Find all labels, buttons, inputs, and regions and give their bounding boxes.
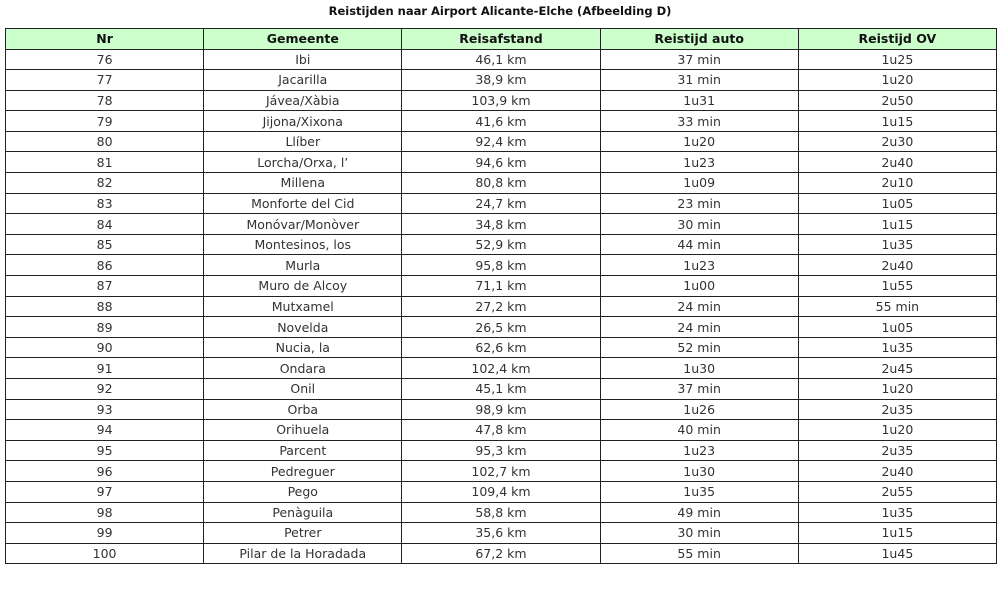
table-row — [6, 193, 997, 214]
cell-nr: 88 — [6, 296, 204, 317]
cell-gemeente: Jávea/Xàbia — [204, 90, 402, 111]
table-row — [6, 523, 997, 544]
cell-reistijd-ov: 2u55 — [798, 481, 996, 502]
table-row — [6, 111, 997, 132]
cell-reisafstand: 27,2 km — [402, 296, 600, 317]
cell-reisafstand: 47,8 km — [402, 420, 600, 441]
cell-nr: 90 — [6, 337, 204, 358]
cell-nr: 96 — [6, 461, 204, 482]
table-row — [6, 502, 997, 523]
cell-reistijd-auto: 1u31 — [600, 90, 798, 111]
cell-nr: 93 — [6, 399, 204, 420]
table-row — [6, 255, 997, 276]
table-row — [6, 481, 997, 502]
cell-reistijd-auto: 1u00 — [600, 276, 798, 297]
table-row — [6, 420, 997, 441]
cell-nr: 99 — [6, 523, 204, 544]
cell-nr: 78 — [6, 90, 204, 111]
cell-gemeente: Novelda — [204, 317, 402, 338]
cell-gemeente: Lorcha/Orxa, l’ — [204, 152, 402, 173]
table-row — [6, 152, 997, 173]
cell-reistijd-ov: 1u35 — [798, 337, 996, 358]
table-row — [6, 543, 997, 564]
cell-nr: 100 — [6, 543, 204, 564]
cell-gemeente: Montesinos, los — [204, 234, 402, 255]
cell-nr: 79 — [6, 111, 204, 132]
cell-gemeente: Orba — [204, 399, 402, 420]
cell-gemeente: Millena — [204, 173, 402, 194]
cell-reisafstand: 102,7 km — [402, 461, 600, 482]
cell-reistijd-auto: 33 min — [600, 111, 798, 132]
table-row — [6, 461, 997, 482]
cell-reistijd-ov: 1u15 — [798, 111, 996, 132]
cell-reistijd-auto: 37 min — [600, 49, 798, 70]
travel-times-table — [5, 28, 997, 564]
cell-reistijd-ov: 1u20 — [798, 70, 996, 91]
cell-nr: 87 — [6, 276, 204, 297]
cell-reistijd-auto: 30 min — [600, 214, 798, 235]
cell-reisafstand: 109,4 km — [402, 481, 600, 502]
cell-reisafstand: 98,9 km — [402, 399, 600, 420]
cell-reistijd-auto: 1u09 — [600, 173, 798, 194]
cell-reisafstand: 95,3 km — [402, 440, 600, 461]
cell-reisafstand: 26,5 km — [402, 317, 600, 338]
cell-nr: 92 — [6, 379, 204, 400]
table-row — [6, 214, 997, 235]
table-row — [6, 90, 997, 111]
cell-reistijd-auto: 37 min — [600, 379, 798, 400]
cell-gemeente: Onil — [204, 379, 402, 400]
table-row — [6, 276, 997, 297]
cell-gemeente: Pego — [204, 481, 402, 502]
cell-reistijd-ov: 1u15 — [798, 523, 996, 544]
cell-reisafstand: 24,7 km — [402, 193, 600, 214]
cell-reistijd-auto: 1u23 — [600, 152, 798, 173]
cell-reistijd-ov: 2u45 — [798, 358, 996, 379]
cell-reistijd-ov: 1u15 — [798, 214, 996, 235]
cell-reistijd-ov: 2u35 — [798, 399, 996, 420]
cell-reistijd-auto: 44 min — [600, 234, 798, 255]
cell-nr: 85 — [6, 234, 204, 255]
cell-nr: 80 — [6, 131, 204, 152]
cell-nr: 94 — [6, 420, 204, 441]
table-row — [6, 173, 997, 194]
cell-reistijd-auto: 1u30 — [600, 461, 798, 482]
cell-reisafstand: 102,4 km — [402, 358, 600, 379]
cell-gemeente: Pedreguer — [204, 461, 402, 482]
table-row — [6, 234, 997, 255]
table-row — [6, 70, 997, 91]
cell-gemeente: Llíber — [204, 131, 402, 152]
cell-reistijd-auto: 31 min — [600, 70, 798, 91]
cell-reistijd-auto: 55 min — [600, 543, 798, 564]
table-row — [6, 317, 997, 338]
cell-reistijd-ov: 2u50 — [798, 90, 996, 111]
cell-reisafstand: 67,2 km — [402, 543, 600, 564]
cell-gemeente: Ondara — [204, 358, 402, 379]
cell-gemeente: Murla — [204, 255, 402, 276]
cell-gemeente: Monóvar/Monòver — [204, 214, 402, 235]
cell-reistijd-auto: 49 min — [600, 502, 798, 523]
cell-reisafstand: 103,9 km — [402, 90, 600, 111]
cell-reistijd-auto: 1u35 — [600, 481, 798, 502]
cell-reistijd-ov: 1u20 — [798, 379, 996, 400]
cell-nr: 82 — [6, 173, 204, 194]
cell-reisafstand: 58,8 km — [402, 502, 600, 523]
cell-reistijd-auto: 40 min — [600, 420, 798, 441]
cell-gemeente: Parcent — [204, 440, 402, 461]
table-row — [6, 131, 997, 152]
table-row — [6, 337, 997, 358]
cell-gemeente: Petrer — [204, 523, 402, 544]
cell-reistijd-ov: 1u45 — [798, 543, 996, 564]
header-reistijd-auto: Reistijd auto — [600, 29, 798, 50]
cell-reisafstand: 45,1 km — [402, 379, 600, 400]
cell-reistijd-ov: 1u20 — [798, 420, 996, 441]
table-row — [6, 296, 997, 317]
cell-gemeente: Jijona/Xixona — [204, 111, 402, 132]
cell-reisafstand: 46,1 km — [402, 49, 600, 70]
cell-gemeente: Nucia, la — [204, 337, 402, 358]
cell-gemeente: Orihuela — [204, 420, 402, 441]
cell-reistijd-ov: 2u35 — [798, 440, 996, 461]
table-body — [6, 49, 997, 564]
cell-reistijd-ov: 1u35 — [798, 502, 996, 523]
cell-reisafstand: 95,8 km — [402, 255, 600, 276]
cell-nr: 98 — [6, 502, 204, 523]
cell-reistijd-auto: 1u23 — [600, 255, 798, 276]
cell-reistijd-auto: 30 min — [600, 523, 798, 544]
cell-reistijd-ov: 1u05 — [798, 193, 996, 214]
cell-nr: 83 — [6, 193, 204, 214]
header-gemeente: Gemeente — [204, 29, 402, 50]
table-row — [6, 379, 997, 400]
cell-reisafstand: 34,8 km — [402, 214, 600, 235]
header-nr: Nr — [6, 29, 204, 50]
cell-reistijd-ov: 2u40 — [798, 461, 996, 482]
cell-reistijd-ov: 1u35 — [798, 234, 996, 255]
cell-nr: 95 — [6, 440, 204, 461]
cell-reistijd-ov: 2u30 — [798, 131, 996, 152]
cell-reisafstand: 71,1 km — [402, 276, 600, 297]
cell-nr: 76 — [6, 49, 204, 70]
cell-gemeente: Monforte del Cid — [204, 193, 402, 214]
cell-nr: 86 — [6, 255, 204, 276]
cell-nr: 91 — [6, 358, 204, 379]
cell-gemeente: Ibi — [204, 49, 402, 70]
header-reistijd-ov: Reistijd OV — [798, 29, 996, 50]
cell-nr: 77 — [6, 70, 204, 91]
table-row — [6, 399, 997, 420]
cell-reistijd-ov: 2u40 — [798, 255, 996, 276]
cell-nr: 89 — [6, 317, 204, 338]
cell-nr: 84 — [6, 214, 204, 235]
cell-reistijd-ov: 55 min — [798, 296, 996, 317]
cell-reisafstand: 92,4 km — [402, 131, 600, 152]
cell-gemeente: Muro de Alcoy — [204, 276, 402, 297]
table-row — [6, 440, 997, 461]
header-reisafstand: Reisafstand — [402, 29, 600, 50]
cell-reistijd-auto: 24 min — [600, 317, 798, 338]
cell-reisafstand: 38,9 km — [402, 70, 600, 91]
cell-reisafstand: 52,9 km — [402, 234, 600, 255]
cell-gemeente: Jacarilla — [204, 70, 402, 91]
cell-reistijd-auto: 52 min — [600, 337, 798, 358]
cell-reisafstand: 80,8 km — [402, 173, 600, 194]
cell-nr: 97 — [6, 481, 204, 502]
cell-reistijd-auto: 23 min — [600, 193, 798, 214]
cell-reistijd-ov: 1u25 — [798, 49, 996, 70]
cell-reistijd-ov: 1u55 — [798, 276, 996, 297]
cell-gemeente: Mutxamel — [204, 296, 402, 317]
cell-reisafstand: 94,6 km — [402, 152, 600, 173]
cell-gemeente: Pilar de la Horadada — [204, 543, 402, 564]
cell-reisafstand: 35,6 km — [402, 523, 600, 544]
cell-reistijd-ov: 2u40 — [798, 152, 996, 173]
cell-reistijd-ov: 1u05 — [798, 317, 996, 338]
cell-reistijd-auto: 24 min — [600, 296, 798, 317]
cell-reisafstand: 41,6 km — [402, 111, 600, 132]
table-row — [6, 49, 997, 70]
cell-gemeente: Penàguila — [204, 502, 402, 523]
table-header-row — [6, 29, 997, 50]
cell-reistijd-auto: 1u20 — [600, 131, 798, 152]
page-title: Reistijden naar Airport Alicante-Elche (Afbeelding D) — [328, 4, 672, 18]
table-row — [6, 358, 997, 379]
cell-reistijd-auto: 1u23 — [600, 440, 798, 461]
cell-reistijd-ov: 2u10 — [798, 173, 996, 194]
cell-nr: 81 — [6, 152, 204, 173]
cell-reistijd-auto: 1u26 — [600, 399, 798, 420]
cell-reisafstand: 62,6 km — [402, 337, 600, 358]
cell-reistijd-auto: 1u30 — [600, 358, 798, 379]
